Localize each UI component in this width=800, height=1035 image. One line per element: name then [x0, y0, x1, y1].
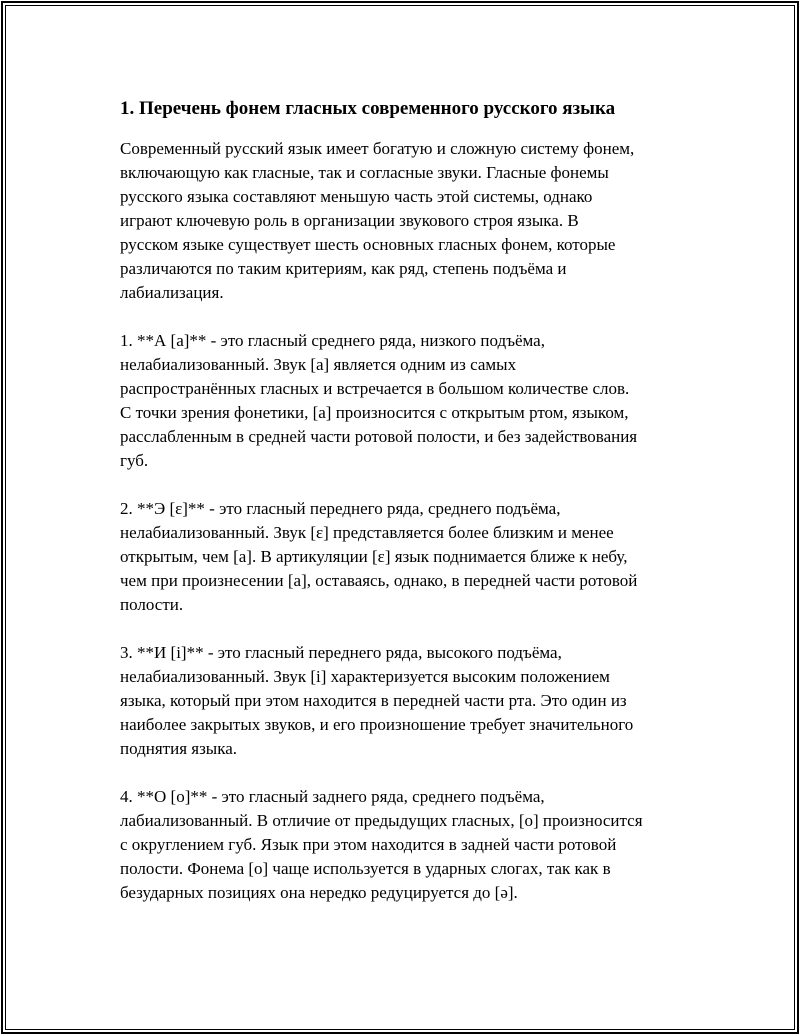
text-line: лабиализованный. В отличие от предыдущих гласных, [o] произносится	[120, 811, 643, 830]
intro-paragraph	[120, 137, 700, 305]
text-line: языка, который при этом находится в передней части рта. Это один из	[120, 691, 627, 710]
vowel-a-paragraph	[120, 329, 700, 473]
text-line: полости. Фонема [o] чаще используется в ударных слогах, так как в	[120, 859, 611, 878]
text-line: Современный русский язык имеет богатую и сложную систему фонем,	[120, 139, 635, 158]
text-line: безударных позициях она нередко редуцируется до [ə].	[120, 883, 518, 902]
text-line: С точки зрения фонетики, [a] произносится с открытым ртом, языком,	[120, 403, 629, 422]
text-line: нелабиализованный. Звук [i] характеризуется высоким положением	[120, 667, 610, 686]
section-heading: 1. Перечень фонем гласных современного русского языка	[120, 98, 616, 119]
text-line: различаются по таким критериям, как ряд, степень подъёма и	[120, 259, 567, 278]
vowel-i-paragraph	[120, 641, 700, 761]
text-line: 3. **И [i]** - это гласный переднего ряда, высокого подъёма,	[120, 643, 562, 662]
text-line: полости.	[120, 595, 184, 614]
text-line: нелабиализованный. Звук [a] является одним из самых	[120, 355, 517, 374]
text-line: губ.	[120, 451, 149, 470]
text-line: лабиализация.	[120, 283, 224, 302]
text-line: наиболее закрытых звуков, и его произношение требует значительного	[120, 715, 634, 734]
text-line: с округлением губ. Язык при этом находится в задней части ротовой	[120, 835, 617, 854]
vowel-o-paragraph	[120, 785, 700, 905]
text-line: распространённых гласных и встречается в большом количестве слов.	[120, 379, 630, 398]
text-line: русского языка составляют меньшую часть этой системы, однако	[120, 187, 593, 206]
text-line: русском языке существует шесть основных гласных фонем, которые	[120, 235, 616, 254]
document-body	[120, 95, 700, 929]
text-line: 1. **А [a]** - это гласный среднего ряда, низкого подъёма,	[120, 331, 545, 350]
text-line: включающую как гласные, так и согласные звуки. Гласные фонемы	[120, 163, 609, 182]
text-line: чем при произнесении [a], оставаясь, однако, в передней части ротовой	[120, 571, 638, 590]
text-line: 4. **О [o]** - это гласный заднего ряда, среднего подъёма,	[120, 787, 545, 806]
text-line: играют ключевую роль в организации звукового строя языка. В	[120, 211, 579, 230]
text-line: расслабленным в средней части ротовой полости, и без задействования	[120, 427, 638, 446]
text-line: поднятия языка.	[120, 739, 238, 758]
text-line: открытым, чем [a]. В артикуляции [ɛ] язык поднимается ближе к небу,	[120, 547, 628, 566]
vowel-e-paragraph	[120, 497, 700, 617]
page-border	[1, 1, 799, 1034]
text-line: нелабиализованный. Звук [ɛ] представляется более близким и менее	[120, 523, 614, 542]
text-line: 2. **Э [ɛ]** - это гласный переднего ряда, среднего подъёма,	[120, 499, 561, 518]
